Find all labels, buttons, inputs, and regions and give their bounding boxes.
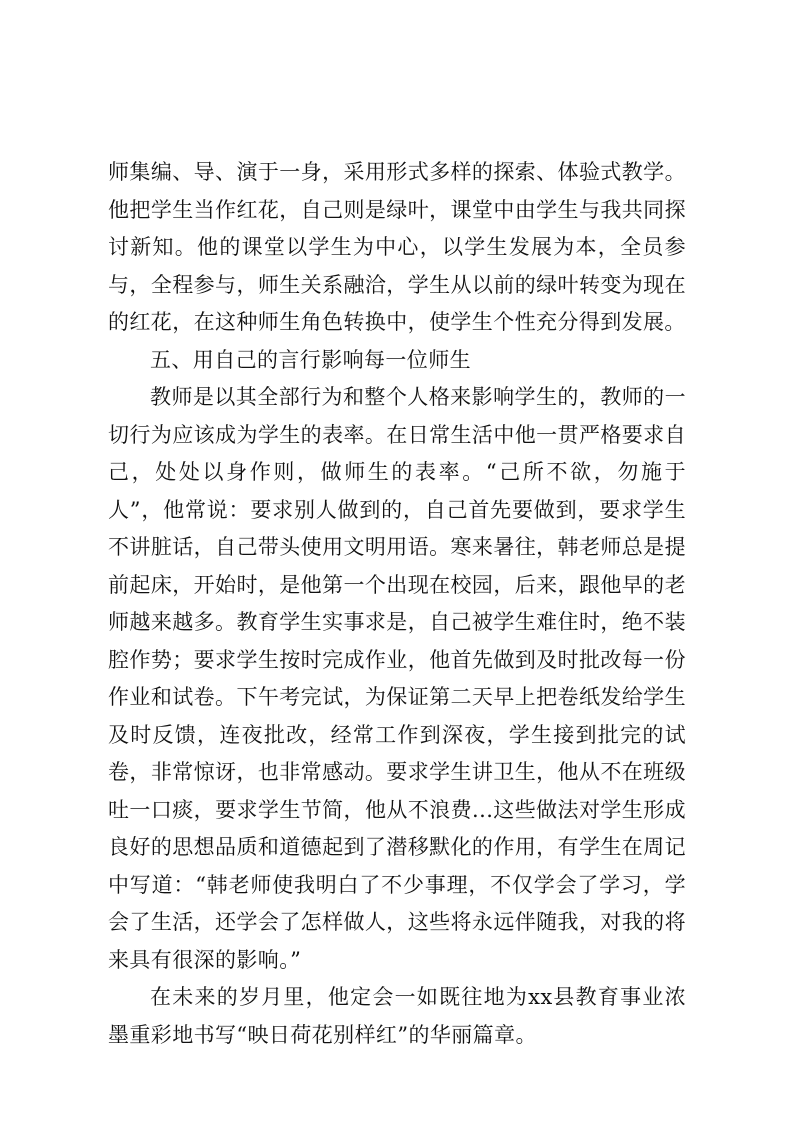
document-body: [108, 154, 686, 1054]
paragraph-continuation: 师集编、导、演于一身，采用形式多样的探索、体验式教学。他把学生当作红花，自己则是绿叶，课堂中由学生与我共同探讨新知。他的课堂以学生为中心，以学生发展为本，全员参与，全程参与，师生关系融洽，学生从以前的绿叶转变为现在的红花，在这种师生角色转换中，使学生个性充分得到发展。: [108, 160, 686, 334]
paragraph-closing: 在未来的岁月里，他定会一如既往地为xx县教育事业浓墨重彩地书写“映日荷花别样红”的华丽篇章。: [108, 985, 686, 1047]
paragraph-teacher-example: 教师是以其全部行为和整个人格来影响学生的，教师的一切行为应该成为学生的表率。在日常生活中他一贯严格要求自己，处处以身作则，做师生的表率。“己所不欲，勿施于人”，他常说：要求别人做到的，自己首先要做到，要求学生不讲脏话，自己带头使用文明用语。寒来暑往，韩老师总是提前起床，开始时，是他第一个出现在校园，后来，跟他早的老师越来越多。教育学生实事求是，自己被学生难住时，绝不装腔作势；要求学生按时完成作业，他首先做到及时批改每一份作业和试卷。下午考完试，为保证第二天早上把卷纸发给学生及时反馈，连夜批改，经常工作到深夜，学生接到批完的试卷，非常惊讶，也非常感动。要求学生讲卫生，他从不在班级吐一口痰，要求学生节简，他从不浪费...这些做法对学生形成良好的思想品质和道德起到了潜移默化的作用，有学生在周记中写道：“韩老师使我明白了不少事理，不仅学会了学习，学会了生活，还学会了怎样做人，这些将永远伴随我，对我的将来具有很深的影响。”: [108, 385, 686, 972]
section-heading: 五、用自己的言行影响每一位师生: [150, 347, 471, 372]
